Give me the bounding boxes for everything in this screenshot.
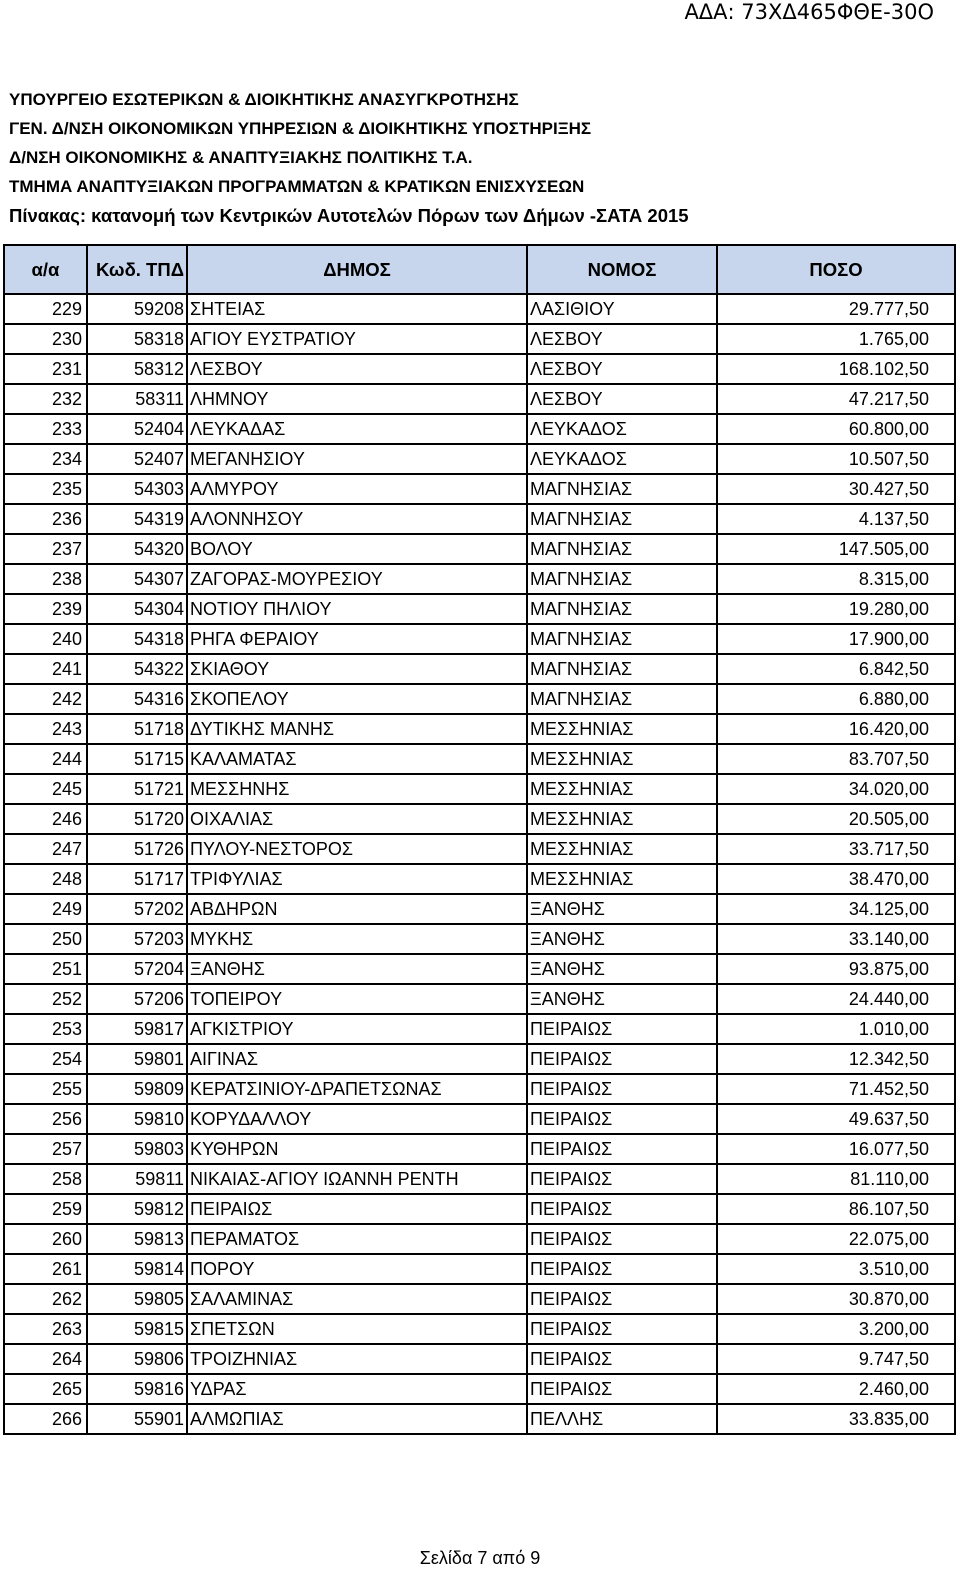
amount: 33.717,50	[717, 834, 955, 864]
row-number: 262	[4, 1284, 87, 1314]
table-row	[4, 834, 955, 864]
table-row	[4, 1404, 955, 1434]
prefecture-name: ΜΕΣΣΗΝΙΑΣ	[527, 714, 717, 744]
column-header-dimos: ΔΗΜΟΣ	[187, 245, 527, 294]
amount: 2.460,00	[717, 1374, 955, 1404]
prefecture-name: ΠΕΙΡΑΙΩΣ	[527, 1074, 717, 1104]
row-number: 250	[4, 924, 87, 954]
row-number: 239	[4, 594, 87, 624]
municipality-name: ΣΠΕΤΣΩΝ	[187, 1314, 527, 1344]
row-number: 230	[4, 324, 87, 354]
prefecture-name: ΜΑΓΝΗΣΙΑΣ	[527, 594, 717, 624]
amount: 33.140,00	[717, 924, 955, 954]
amount: 12.342,50	[717, 1044, 955, 1074]
municipality-name: ΑΛΟΝΝΗΣΟΥ	[187, 504, 527, 534]
table-row	[4, 564, 955, 594]
row-number: 266	[4, 1404, 87, 1434]
prefecture-name: ΛΕΣΒΟΥ	[527, 324, 717, 354]
prefecture-name: ΞΑΝΘΗΣ	[527, 954, 717, 984]
row-number: 231	[4, 354, 87, 384]
table-row	[4, 354, 955, 384]
header-directorate: Δ/ΝΣΗ ΟΙΚΟΝΟΜΙΚΗΣ & ΑΝΑΠΤΥΞΙΑΚΗΣ ΠΟΛΙΤΙΚΗΣ Τ.Α.	[9, 148, 473, 167]
amount: 20.505,00	[717, 804, 955, 834]
table-row	[4, 1104, 955, 1134]
municipality-name: ΔΥΤΙΚΗΣ ΜΑΝΗΣ	[187, 714, 527, 744]
amount: 8.315,00	[717, 564, 955, 594]
amount: 86.107,50	[717, 1194, 955, 1224]
row-number: 249	[4, 894, 87, 924]
table-row	[4, 1014, 955, 1044]
table-row	[4, 864, 955, 894]
amount: 34.125,00	[717, 894, 955, 924]
table-row	[4, 534, 955, 564]
row-number: 265	[4, 1374, 87, 1404]
table-row	[4, 1344, 955, 1374]
prefecture-name: ΞΑΝΘΗΣ	[527, 984, 717, 1014]
amount: 6.880,00	[717, 684, 955, 714]
prefecture-name: ΜΑΓΝΗΣΙΑΣ	[527, 564, 717, 594]
municipality-name: ΜΕΓΑΝΗΣΙΟΥ	[187, 444, 527, 474]
amount: 47.217,50	[717, 384, 955, 414]
page-number: Σελίδα 7 από 9	[419, 1548, 541, 1568]
municipality-code: 57204	[87, 954, 187, 984]
municipality-code: 52404	[87, 414, 187, 444]
amount: 9.747,50	[717, 1344, 955, 1374]
allocation-table	[3, 244, 956, 1435]
municipality-code: 59814	[87, 1254, 187, 1284]
prefecture-name: ΛΕΥΚΑΔΟΣ	[527, 444, 717, 474]
prefecture-name: ΠΕΙΡΑΙΩΣ	[527, 1164, 717, 1194]
municipality-name: ΣΗΤΕΙΑΣ	[187, 294, 527, 324]
municipality-code: 51717	[87, 864, 187, 894]
municipality-name: ΤΡΟΙΖΗΝΙΑΣ	[187, 1344, 527, 1374]
amount: 83.707,50	[717, 744, 955, 774]
row-number: 248	[4, 864, 87, 894]
amount: 16.420,00	[717, 714, 955, 744]
municipality-code: 51721	[87, 774, 187, 804]
municipality-name: ΣΚΟΠΕΛΟΥ	[187, 684, 527, 714]
table-row	[4, 1164, 955, 1194]
header-department: ΤΜΗΜΑ ΑΝΑΠΤΥΞΙΑΚΩΝ ΠΡΟΓΡΑΜΜΑΤΩΝ & ΚΡΑΤΙΚΩΝ ΕΝΙΣΧΥΣΕΩΝ	[9, 177, 585, 196]
ada-code: ΑΔΑ: 73ΧΔ465ΦΘΕ-30Ο	[684, 0, 934, 24]
amount: 34.020,00	[717, 774, 955, 804]
municipality-code: 54319	[87, 504, 187, 534]
row-number: 255	[4, 1074, 87, 1104]
amount: 81.110,00	[717, 1164, 955, 1194]
municipality-name: ΡΗΓΑ ΦΕΡΑΙΟΥ	[187, 624, 527, 654]
table-row	[4, 1194, 955, 1224]
amount: 24.440,00	[717, 984, 955, 1014]
amount: 19.280,00	[717, 594, 955, 624]
amount: 93.875,00	[717, 954, 955, 984]
row-number: 261	[4, 1254, 87, 1284]
table-row	[4, 384, 955, 414]
row-number: 258	[4, 1164, 87, 1194]
table-row	[4, 474, 955, 504]
row-number: 232	[4, 384, 87, 414]
row-number: 233	[4, 414, 87, 444]
header-general-directorate: ΓΕΝ. Δ/ΝΣΗ ΟΙΚΟΝΟΜΙΚΩΝ ΥΠΗΡΕΣΙΩΝ & ΔΙΟΙΚΗΤΙΚΗΣ ΥΠΟΣΤΗΡΙΞΗΣ	[9, 119, 592, 138]
row-number: 236	[4, 504, 87, 534]
table-row	[4, 1224, 955, 1254]
municipality-name: ΖΑΓΟΡΑΣ-ΜΟΥΡΕΣΙΟΥ	[187, 564, 527, 594]
row-number: 241	[4, 654, 87, 684]
municipality-code: 59806	[87, 1344, 187, 1374]
row-number: 234	[4, 444, 87, 474]
municipality-name: ΞΑΝΘΗΣ	[187, 954, 527, 984]
municipality-name: ΠΟΡΟΥ	[187, 1254, 527, 1284]
municipality-code: 57206	[87, 984, 187, 1014]
municipality-code: 54304	[87, 594, 187, 624]
amount: 60.800,00	[717, 414, 955, 444]
municipality-code: 54322	[87, 654, 187, 684]
prefecture-name: ΠΕΙΡΑΙΩΣ	[527, 1044, 717, 1074]
prefecture-name: ΛΑΣΙΘΙΟΥ	[527, 294, 717, 324]
table-row	[4, 414, 955, 444]
municipality-code: 58311	[87, 384, 187, 414]
table-row	[4, 714, 955, 744]
municipality-name: ΚΟΡΥΔΑΛΛΟΥ	[187, 1104, 527, 1134]
prefecture-name: ΠΕΙΡΑΙΩΣ	[527, 1284, 717, 1314]
municipality-name: ΠΕΙΡΑΙΩΣ	[187, 1194, 527, 1224]
row-number: 251	[4, 954, 87, 984]
municipality-code: 59812	[87, 1194, 187, 1224]
municipality-name: ΤΟΠΕΙΡΟΥ	[187, 984, 527, 1014]
prefecture-name: ΜΕΣΣΗΝΙΑΣ	[527, 804, 717, 834]
prefecture-name: ΜΕΣΣΗΝΙΑΣ	[527, 864, 717, 894]
municipality-name: ΝΟΤΙΟΥ ΠΗΛΙΟΥ	[187, 594, 527, 624]
municipality-code: 54320	[87, 534, 187, 564]
prefecture-name: ΜΑΓΝΗΣΙΑΣ	[527, 624, 717, 654]
municipality-code: 59816	[87, 1374, 187, 1404]
prefecture-name: ΜΕΣΣΗΝΙΑΣ	[527, 834, 717, 864]
row-number: 252	[4, 984, 87, 1014]
prefecture-name: ΠΕΛΛΗΣ	[527, 1404, 717, 1434]
table-row	[4, 684, 955, 714]
prefecture-name: ΠΕΙΡΑΙΩΣ	[527, 1314, 717, 1344]
row-number: 256	[4, 1104, 87, 1134]
amount: 22.075,00	[717, 1224, 955, 1254]
municipality-code: 51715	[87, 744, 187, 774]
municipality-name: ΛΗΜΝΟΥ	[187, 384, 527, 414]
table-row	[4, 1254, 955, 1284]
table-row	[4, 954, 955, 984]
row-number: 263	[4, 1314, 87, 1344]
amount: 3.510,00	[717, 1254, 955, 1284]
row-number: 264	[4, 1344, 87, 1374]
prefecture-name: ΠΕΙΡΑΙΩΣ	[527, 1014, 717, 1044]
amount: 49.637,50	[717, 1104, 955, 1134]
prefecture-name: ΠΕΙΡΑΙΩΣ	[527, 1104, 717, 1134]
row-number: 260	[4, 1224, 87, 1254]
municipality-code: 59809	[87, 1074, 187, 1104]
municipality-name: ΚΥΘΗΡΩΝ	[187, 1134, 527, 1164]
prefecture-name: ΛΕΥΚΑΔΟΣ	[527, 414, 717, 444]
municipality-name: ΣΚΙΑΘΟΥ	[187, 654, 527, 684]
table-row	[4, 1374, 955, 1404]
municipality-code: 59811	[87, 1164, 187, 1194]
prefecture-name: ΠΕΙΡΑΙΩΣ	[527, 1224, 717, 1254]
table-row	[4, 1134, 955, 1164]
municipality-code: 59815	[87, 1314, 187, 1344]
municipality-name: ΥΔΡΑΣ	[187, 1374, 527, 1404]
prefecture-name: ΜΕΣΣΗΝΙΑΣ	[527, 774, 717, 804]
municipality-name: ΑΙΓΙΝΑΣ	[187, 1044, 527, 1074]
column-header-poso: ΠΟΣΟ	[717, 245, 955, 294]
municipality-code: 59801	[87, 1044, 187, 1074]
amount: 33.835,00	[717, 1404, 955, 1434]
amount: 10.507,50	[717, 444, 955, 474]
municipality-code: 59208	[87, 294, 187, 324]
table-title: Πίνακας: κατανομή των Κεντρικών Αυτοτελών Πόρων των Δήμων -ΣΑΤΑ 2015	[9, 205, 689, 226]
amount: 3.200,00	[717, 1314, 955, 1344]
table-row	[4, 744, 955, 774]
municipality-code: 51720	[87, 804, 187, 834]
municipality-name: ΜΕΣΣΗΝΗΣ	[187, 774, 527, 804]
prefecture-name: ΠΕΙΡΑΙΩΣ	[527, 1134, 717, 1164]
amount: 30.870,00	[717, 1284, 955, 1314]
municipality-code: 58312	[87, 354, 187, 384]
column-header-nomos: ΝΟΜΟΣ	[527, 245, 717, 294]
municipality-code: 59817	[87, 1014, 187, 1044]
table-row	[4, 774, 955, 804]
municipality-name: ΑΛΜΩΠΙΑΣ	[187, 1404, 527, 1434]
prefecture-name: ΞΑΝΘΗΣ	[527, 924, 717, 954]
municipality-name: ΠΕΡΑΜΑΤΟΣ	[187, 1224, 527, 1254]
column-header-aa: α/α	[4, 245, 87, 294]
amount: 1.765,00	[717, 324, 955, 354]
table-row	[4, 444, 955, 474]
amount: 6.842,50	[717, 654, 955, 684]
municipality-code: 54307	[87, 564, 187, 594]
prefecture-name: ΠΕΙΡΑΙΩΣ	[527, 1254, 717, 1284]
prefecture-name: ΜΑΓΝΗΣΙΑΣ	[527, 654, 717, 684]
column-header-code: Κωδ. ΤΠΔ	[87, 245, 187, 294]
row-number: 245	[4, 774, 87, 804]
municipality-name: ΜΥΚΗΣ	[187, 924, 527, 954]
municipality-name: ΛΕΥΚΑΔΑΣ	[187, 414, 527, 444]
amount: 30.427,50	[717, 474, 955, 504]
table-row	[4, 1284, 955, 1314]
municipality-code: 59803	[87, 1134, 187, 1164]
row-number: 237	[4, 534, 87, 564]
table-row	[4, 504, 955, 534]
municipality-name: ΑΛΜΥΡΟΥ	[187, 474, 527, 504]
table-row	[4, 1044, 955, 1074]
municipality-name: ΚΕΡΑΤΣΙΝΙΟΥ-ΔΡΑΠΕΤΣΩΝΑΣ	[187, 1074, 527, 1104]
amount: 38.470,00	[717, 864, 955, 894]
municipality-name: ΚΑΛΑΜΑΤΑΣ	[187, 744, 527, 774]
table-row	[4, 624, 955, 654]
row-number: 246	[4, 804, 87, 834]
row-number: 247	[4, 834, 87, 864]
table-row	[4, 324, 955, 354]
prefecture-name: ΜΑΓΝΗΣΙΑΣ	[527, 534, 717, 564]
prefecture-name: ΜΑΓΝΗΣΙΑΣ	[527, 504, 717, 534]
municipality-name: ΝΙΚΑΙΑΣ-ΑΓΙΟΥ ΙΩΑΝΝΗ ΡΕΝΤΗ	[187, 1164, 527, 1194]
row-number: 242	[4, 684, 87, 714]
prefecture-name: ΜΕΣΣΗΝΙΑΣ	[527, 744, 717, 774]
row-number: 240	[4, 624, 87, 654]
row-number: 235	[4, 474, 87, 504]
row-number: 257	[4, 1134, 87, 1164]
municipality-name: ΑΓΚΙΣΤΡΙΟΥ	[187, 1014, 527, 1044]
table-row	[4, 294, 955, 324]
amount: 168.102,50	[717, 354, 955, 384]
municipality-name: ΒΟΛΟΥ	[187, 534, 527, 564]
amount: 29.777,50	[717, 294, 955, 324]
municipality-code: 54303	[87, 474, 187, 504]
prefecture-name: ΜΑΓΝΗΣΙΑΣ	[527, 684, 717, 714]
municipality-name: ΛΕΣΒΟΥ	[187, 354, 527, 384]
table-row	[4, 1074, 955, 1104]
table-row	[4, 984, 955, 1014]
table-body	[4, 294, 955, 1434]
municipality-name: ΠΥΛΟΥ-ΝΕΣΤΟΡΟΣ	[187, 834, 527, 864]
prefecture-name: ΛΕΣΒΟΥ	[527, 384, 717, 414]
municipality-code: 59805	[87, 1284, 187, 1314]
row-number: 254	[4, 1044, 87, 1074]
table-header-row	[4, 245, 955, 294]
row-number: 238	[4, 564, 87, 594]
amount: 4.137,50	[717, 504, 955, 534]
row-number: 243	[4, 714, 87, 744]
table-row	[4, 654, 955, 684]
municipality-code: 58318	[87, 324, 187, 354]
prefecture-name: ΠΕΙΡΑΙΩΣ	[527, 1344, 717, 1374]
municipality-code: 51718	[87, 714, 187, 744]
row-number: 253	[4, 1014, 87, 1044]
municipality-name: ΣΑΛΑΜΙΝΑΣ	[187, 1284, 527, 1314]
municipality-code: 59810	[87, 1104, 187, 1134]
row-number: 244	[4, 744, 87, 774]
table-row	[4, 594, 955, 624]
municipality-code: 54318	[87, 624, 187, 654]
header-ministry: ΥΠΟΥΡΓΕΙΟ ΕΣΩΤΕΡΙΚΩΝ & ΔΙΟΙΚΗΤΙΚΗΣ ΑΝΑΣΥΓΚΡΟΤΗΣΗΣ	[9, 90, 519, 109]
table-row	[4, 924, 955, 954]
municipality-name: ΑΒΔΗΡΩΝ	[187, 894, 527, 924]
prefecture-name: ΜΑΓΝΗΣΙΑΣ	[527, 474, 717, 504]
municipality-code: 55901	[87, 1404, 187, 1434]
table-row	[4, 804, 955, 834]
municipality-code: 57203	[87, 924, 187, 954]
row-number: 229	[4, 294, 87, 324]
amount: 71.452,50	[717, 1074, 955, 1104]
municipality-name: ΟΙΧΑΛΙΑΣ	[187, 804, 527, 834]
municipality-name: ΤΡΙΦΥΛΙΑΣ	[187, 864, 527, 894]
amount: 1.010,00	[717, 1014, 955, 1044]
municipality-code: 57202	[87, 894, 187, 924]
prefecture-name: ΠΕΙΡΑΙΩΣ	[527, 1194, 717, 1224]
document-header	[9, 87, 689, 232]
prefecture-name: ΛΕΣΒΟΥ	[527, 354, 717, 384]
row-number: 259	[4, 1194, 87, 1224]
amount: 16.077,50	[717, 1134, 955, 1164]
municipality-name: ΑΓΙΟΥ ΕΥΣΤΡΑΤΙΟΥ	[187, 324, 527, 354]
table-row	[4, 894, 955, 924]
municipality-code: 52407	[87, 444, 187, 474]
prefecture-name: ΠΕΙΡΑΙΩΣ	[527, 1374, 717, 1404]
municipality-code: 59813	[87, 1224, 187, 1254]
amount: 147.505,00	[717, 534, 955, 564]
amount: 17.900,00	[717, 624, 955, 654]
prefecture-name: ΞΑΝΘΗΣ	[527, 894, 717, 924]
municipality-code: 54316	[87, 684, 187, 714]
table-row	[4, 1314, 955, 1344]
municipality-code: 51726	[87, 834, 187, 864]
